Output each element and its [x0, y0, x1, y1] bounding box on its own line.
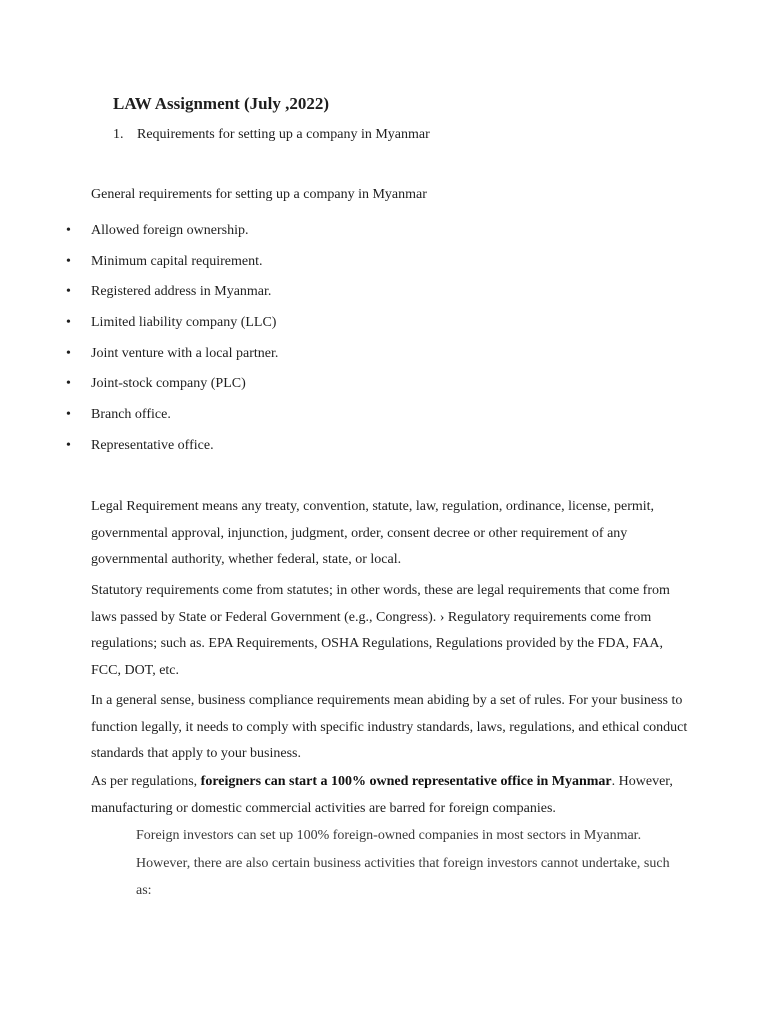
list-item-text: Limited liability company (LLC) — [91, 315, 277, 331]
list-number: 1. — [113, 127, 124, 142]
list-item — [0, 405, 768, 436]
regulations-prefix: As per regulations, — [91, 774, 201, 789]
list-item — [0, 436, 768, 467]
regulations-paragraph — [91, 769, 691, 822]
foreign-investors-paragraph: Foreign investors can set up 100% foreign-owned companies in most sectors in Myanmar. However, there are also certain business activities that foreign investors cannot undertake, such as: — [136, 828, 670, 898]
regulations-bold-text: foreigners can start a 100% owned representative office in Myanmar — [200, 774, 612, 789]
list-item — [0, 282, 768, 313]
list-item-text: Joint-stock company (PLC) — [91, 376, 246, 392]
regulations-suffix: . However, manufacturing or domestic commercial activities are barred for foreign companies. — [91, 774, 673, 816]
compliance-paragraph: In a general sense, business compliance requirements mean abiding by a set of rules. For your business to function legally, it needs to comply with specific industry standards, laws, regulations, and ethical conduct standards that apply to your business. — [91, 693, 688, 762]
list-item-text: Representative office. — [91, 437, 214, 453]
list-item-text: Allowed foreign ownership. — [91, 223, 249, 238]
list-item-text: Joint venture with a local partner. — [91, 345, 279, 361]
list-item-text: Registered address in Myanmar. — [91, 284, 272, 300]
bullet-icon: • — [66, 223, 71, 238]
list-item — [0, 313, 768, 344]
list-item — [0, 344, 768, 375]
bullet-icon: • — [66, 407, 71, 423]
bullet-icon: • — [66, 437, 71, 453]
list-item — [0, 252, 768, 283]
intro-text: General requirements for setting up a company in Myanmar — [91, 187, 427, 202]
list-item-text: Branch office. — [91, 407, 171, 423]
bullet-icon: • — [66, 345, 71, 361]
list-item-text: Minimum capital requirement. — [91, 253, 263, 269]
list-item — [0, 221, 768, 252]
numbered-heading — [113, 125, 430, 145]
list-item — [0, 374, 768, 405]
legal-requirement-paragraph: Legal Requirement means any treaty, convention, statute, law, regulation, ordinance, license, permit, governmental approval, injunction, judgment, order, consent decree or other requirement of any governmental authority, whether federal, state, or local. — [91, 499, 655, 568]
bullet-icon: • — [66, 376, 71, 392]
statutory-paragraph: Statutory requirements come from statutes; in other words, these are legal requirements that come from laws passed by State or Federal Government (e.g., Congress). › Regulatory requirements come from regulations; such as. EPA Requirements, OSHA Regulations, Regulations provided by the FDA, FAA, FCC, DOT, etc. — [91, 583, 670, 678]
document-title: LAW Assignment (July ,2022) — [113, 94, 329, 113]
bullet-icon: • — [66, 253, 71, 269]
numbered-heading-text: Requirements for setting up a company in Myanmar — [137, 127, 430, 142]
requirements-list — [0, 221, 768, 467]
bullet-icon: • — [66, 284, 71, 300]
bullet-icon: • — [66, 315, 71, 331]
